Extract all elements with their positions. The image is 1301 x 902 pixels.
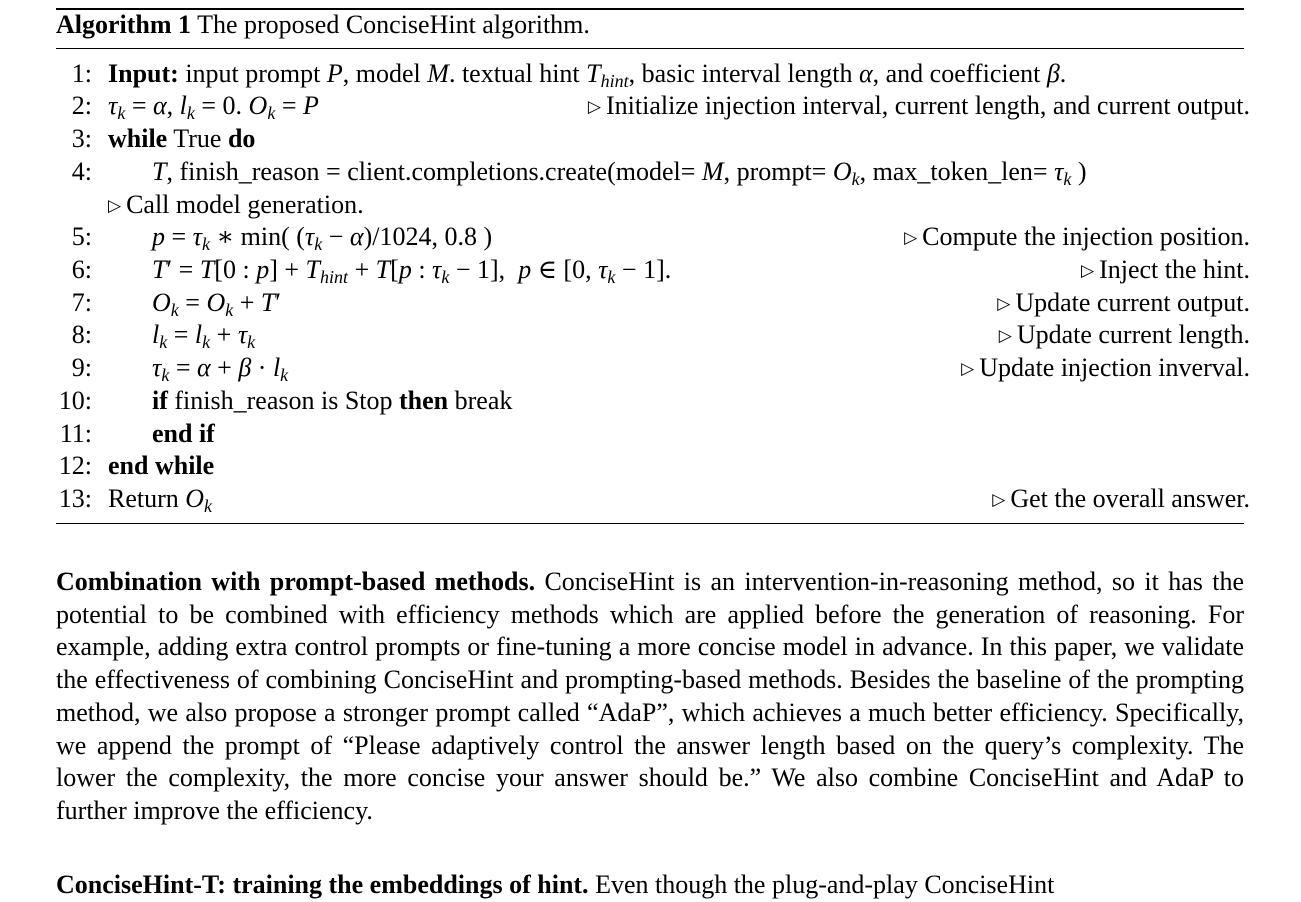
algorithm-line-4-code: T, finish_reason = client.completions.create(model= M, prompt= $O_k$, max_token_len= $\tau_k$ ) [152,157,1087,189]
comment-triangle-icon: ▷ [998,326,1012,345]
algorithm-line-2-code: $\tau_k = \alpha$, $l_k = 0$. $O_k = P$ [108,91,319,123]
algorithm-line-13-comment: ▷ Get the overall answer. [992,484,1250,513]
algorithm-caption-rule [56,48,1244,49]
line-number: 4: [71,157,92,186]
algorithm-line-4-comment: ▷ Call model generation. [108,190,364,219]
algorithm-line-13 [56,483,1250,515]
algorithm-line-6-code: T′ = T[0 : $p] + T_{hint} + T[p$ : $\tau_k - 1$], p ∈ [0, $\tau_k - 1$]. [152,255,672,287]
algorithm-line-2-comment: ▷ Initialize injection interval, current length, and current output. [587,91,1250,120]
paragraph-heading: Combination with prompt-based methods. [56,567,536,596]
paragraph-prompt-combination [56,566,1244,828]
algorithm-line-10 [56,385,1250,417]
paragraph-body: Even though the plug-and-play ConciseHint [595,870,1055,899]
algorithm-line-7 [56,287,1250,319]
algorithm-line-11-text: end if [152,419,215,448]
line-number: 5: [71,222,92,251]
paragraph-body: ConciseHint is an intervention-in-reasoning method, so it has the potential to be combined with efficiency methods which are applied before the generation of reasoning. For example, adding extra control prompts or fine-tuning a more concise model in advance. In this paper, we validate the effectiveness of combining ConciseHint and prompting-based methods. Besides the baseline of the prompting method, we also propose a stronger prompt called “AdaP”, which achieves a much better efficiency. Specifically, we append the prompt of “Please adaptively control the answer length based on the query’s complexity. The lower the complexity, the more concise your answer should be.” We also combine ConciseHint and AdaP to further improve the efficiency. [56,567,1244,825]
line-number: 9: [71,353,92,382]
paragraph-concisehint-t [56,869,1244,902]
algorithm-bottom-rule [56,523,1244,524]
line-number: 6: [71,255,92,284]
algorithm-line-9 [56,352,1250,384]
line-number: 10: [58,386,92,415]
comment-triangle-icon: ▷ [961,359,975,378]
line-number: 2: [71,91,92,120]
algorithm-line-7-comment: ▷ Update current output. [997,288,1250,317]
algorithm-line-3-text: while True do [108,124,256,153]
algorithm-line-12-text: end while [108,451,215,480]
algorithm-line-10-text: if finish_reason is Stop then break [152,386,513,415]
paragraph-heading: ConciseHint-T: training the embeddings of hint. [56,870,589,899]
comment-triangle-icon: ▷ [587,97,601,116]
comment-triangle-icon: ▷ [997,294,1011,313]
line-number: 7: [71,288,92,317]
algorithm-line-7-code: $O_k = O_k + T'$ [152,288,282,320]
line-number: 11: [59,419,92,448]
algorithm-line-5-comment: ▷ Compute the injection position. [904,222,1250,251]
line-number: 8: [71,320,92,349]
algorithm-line-9-comment: ▷ Update injection inverval. [961,353,1250,382]
algorithm-line-6 [56,254,1250,286]
algorithm-line-5-code: $p = \tau_k$ ∗ min( $(\tau_k - \alpha)/1024$, 0.8 ) [152,222,493,254]
algorithm-line-2 [56,90,1250,122]
algorithm-line-4-comment-row [56,189,1250,221]
algorithm-line-1 [56,58,1250,90]
algorithm-line-1-text: Input: input prompt P, model M. textual hint $T_{hint}$, basic interval length α, and coefficient β. [108,59,1067,91]
comment-triangle-icon: ▷ [992,490,1006,509]
algorithm-line-8 [56,319,1250,351]
algorithm-line-9-code: $\tau_k = \alpha + \beta \cdot l_k$ [152,353,289,385]
comment-triangle-icon: ▷ [108,196,122,215]
algorithm-caption-text: The proposed ConciseHint algorithm. [197,10,590,39]
line-number: 13: [58,484,92,513]
line-number: 12: [58,451,92,480]
algorithm-line-12 [56,450,1250,482]
comment-triangle-icon: ▷ [904,228,918,247]
line-number: 3: [71,124,92,153]
algorithm-line-4 [56,156,1250,188]
algorithm-caption [56,10,590,40]
algorithm-label: Algorithm 1 [56,10,192,39]
algorithm-line-5 [56,221,1250,253]
algorithm-line-6-comment: ▷ Inject the hint. [1081,255,1250,284]
algorithm-line-8-comment: ▷ Update current length. [998,320,1250,349]
algorithm-line-8-code: $l_k = l_k + \tau_k$ [152,320,256,352]
algorithm-line-3 [56,123,1250,155]
line-number: 1: [71,59,92,88]
comment-triangle-icon: ▷ [1081,261,1095,280]
algorithm-line-13-code: Return $O_k$ [108,484,213,516]
algorithm-line-11 [56,418,1250,450]
